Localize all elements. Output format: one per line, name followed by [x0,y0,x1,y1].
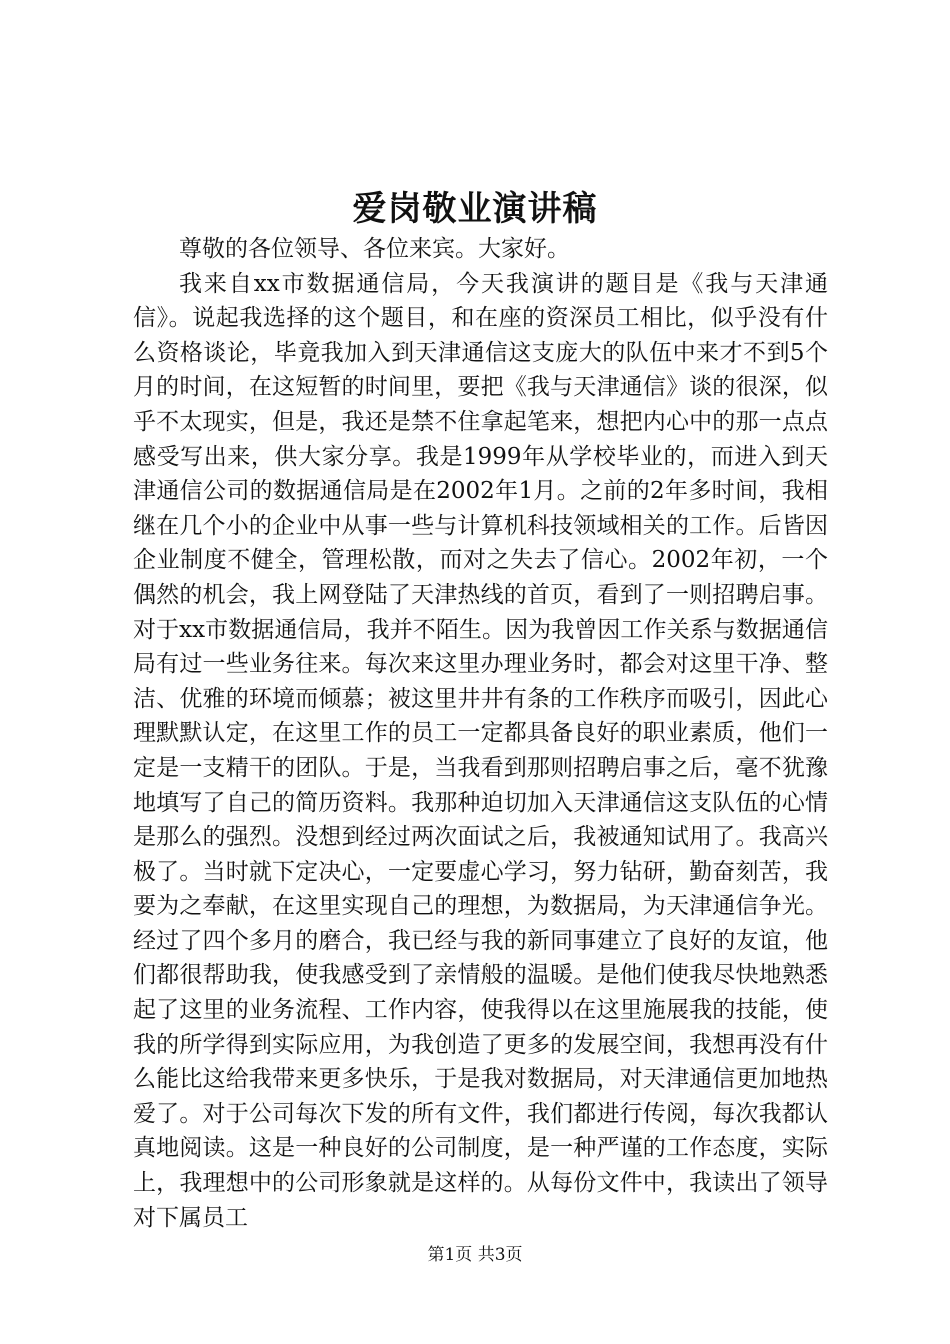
body-text [133,232,828,1235]
page-number: 第1页 共3页 [427,1245,523,1265]
paragraph-greeting: 尊敬的各位领导、各位来宾。大家好。 [179,236,570,262]
paragraph-main: 我来自xx市数据通信局，今天我演讲的题目是《我与天津通信》。说起我选择的这个题目，和在座的资深员工相比，似乎没有什么资格谈论，毕竟我加入到天津通信这支庞大的队伍中来才不到5个月的时间，在这短暂的时间里，要把《我与天津通信》谈的很深，似乎不太现实，但是，我还是禁不住拿起笔来，想把内心中的那一点点感受写出来，供大家分享。我是1999年从学校毕业的，而进入到天津通信公司的数据通信局是在2002年1月。之前的2年多时间，我相继在几个小的企业中从事一些与计算机科技领域相关的工作。后皆因企业制度不健全，管理松散，而对之失去了信心。2002年初，一个偶然的机会，我上网登陆了天津热线的首页，看到了一则招聘启事。对于xx市数据通信局，我并不陌生。因为我曾因工作关系与数据通信局有过一些业务往来。每次来这里办理业务时，都会对这里干净、整洁、优雅的环境而倾慕；被这里井井有条的工作秩序而吸引，因此心理默默认定，在这里工作的员工一定都具备良好的职业素质，他们一定是一支精干的团队。于是，当我看到那则招聘启事之后，毫不犹豫地填写了自己的简历资料。我那种迫切加入天津通信这支队伍的心情是那么的强烈。没想到经过两次面试之后，我被通知试用了。我高兴极了。当时就下定决心，一定要虚心学习，努力钻研，勤奋刻苦，我要为之奉献，在这里实现自己的理想，为数据局，为天津通信争光。经过了四个多月的磨合，我已经与我的新同事建立了良好的友谊，他们都很帮助我，使我感受到了亲情般的温暖。是他们使我尽快地熟悉起了这里的业务流程、工作内容，使我得以在这里施展我的技能，使我的所学得到实际应用，为我创造了更多的发展空间，我想再没有什么能比这给我带来更多快乐，于是我对数据局，对天津通信更加地热爱了。对于公司每次下发的所有文件，我们都进行传阅，每次我都认真地阅读。这是一种良好的公司制度，是一种严谨的工作态度，实际上，我理想中的公司形象就是这样的。从每份文件中，我读出了领导对下属员工 [133,270,828,1231]
page-title: 爱岗敬业演讲稿 [352,189,598,229]
